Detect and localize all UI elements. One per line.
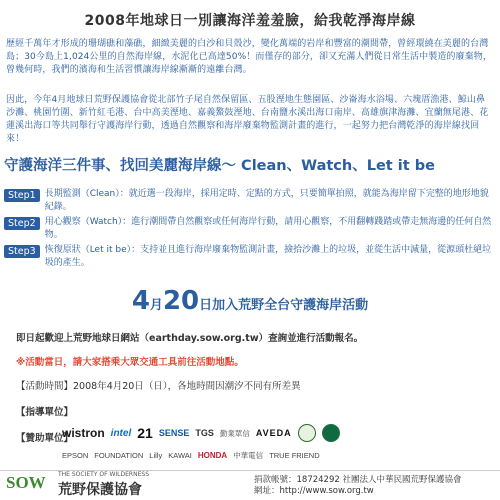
step-item-2 — [4, 216, 494, 242]
sow-logo: SOW — [6, 473, 46, 492]
intro-paragraph-2: 因此，今年4月地球日荒野保護協會從北部竹子尾自然保留區、五股溼地生態園區、沙崙海水浴場、六塊厝漁港、鯨山鼻沙灘、桃園竹圍、新竹紅毛港、台中高美溼地、嘉義鰲鼓溼地、台南鹽水溪出海口南岸、高雄旗津海灘、宜蘭無尾港、花蓮溪出海口等共同舉行守護海岸行動，透過自然觀察和海岸廢棄物監測計畫的進行，一起努力把台灣乾淨的海岸線找回來！ — [6, 95, 489, 144]
step-badge: Step1 — [4, 189, 40, 202]
sponsor-logo-honda: HONDA — [197, 451, 228, 460]
step-item-3 — [4, 244, 494, 270]
sponsor-logo-foundation: FOUNDATION — [94, 451, 144, 460]
event-headline-text: 加入荒野全台守護海岸活動 — [212, 298, 369, 313]
step-text: 用心觀察（Watch）：進行潮間帶自然觀察或任何海岸行動，請用心觀察，不用翻轉踐踏或帶走無海邊的任何自然物。 — [44, 217, 492, 240]
sponsor-logo-aveda: AVEDA — [255, 428, 292, 438]
sponsor-logo-lilly: Lilly — [149, 451, 163, 460]
event-month: 4 — [131, 286, 150, 316]
guide-label: 【指導單位】 — [16, 407, 74, 418]
sponsor-starbucks-icon — [322, 424, 340, 442]
sponsor-logos-row-2 — [62, 450, 494, 461]
sponsor-logo-sense: SENSE — [158, 428, 190, 438]
event-time-label: 【活動時間】 — [16, 381, 74, 392]
step-item-1 — [4, 188, 494, 214]
sponsor-emblem-icon — [298, 424, 316, 442]
sponsor-logo-deloitte: 勤業眾信 — [219, 428, 250, 438]
event-day: 20 — [162, 286, 200, 316]
sponsor-logo-epson: EPSON — [62, 451, 89, 460]
transport-notice: ※活動當日，請大家搭乘大眾交通工具前往活動地點。 — [16, 357, 244, 368]
event-day-unit: 日 — [199, 298, 213, 313]
sponsor-logo-kawai: KAWAI — [168, 451, 192, 460]
step-badge: Step3 — [4, 245, 40, 258]
page-title: 2008年地球日一別讓海洋羞羞臉，給我乾淨海岸線 — [84, 13, 416, 29]
step-text: 長期監測（Clean）：就近選一段海岸，採用定時、定點的方式，只要簡單拍照，就能為海岸留下完整的地形地貌紀錄。 — [44, 189, 489, 212]
org-english-name: THE SOCIETY OF WILDERNESS — [58, 471, 149, 478]
sponsor-logo-wistron: wistron — [62, 426, 105, 440]
website-link[interactable]: 網址：http://www.sow.org.tw — [254, 486, 374, 496]
event-headline — [0, 286, 500, 316]
section-subtitle: 守護海洋三件事、找回美麗海岸線～ Clean、Watch、Let it be — [4, 158, 435, 174]
org-name: 荒野保護協會 — [58, 482, 142, 498]
sponsor-logos-row-1 — [62, 424, 494, 442]
sponsor-logo-cht: 中華電信 — [233, 451, 264, 460]
sponsor-label: 【贊助單位】 — [16, 433, 74, 444]
donation-info — [254, 475, 461, 497]
signup-info: 即日起歡迎上荒野地球日網站（earthday.sow.org.tw）查詢並進行活動報名。 — [16, 333, 364, 344]
donation-account: 捐款帳號：18724292 社團法人中華民國荒野保護協會 — [254, 475, 462, 485]
event-month-unit: 月 — [149, 298, 163, 313]
sponsor-logo-truefriend: TRUE FRIEND — [269, 451, 320, 460]
sponsor-logo-tgs: TGS — [195, 428, 214, 438]
step-text: 恢復原狀（Let it be）：支持並且進行海岸廢棄物監測計畫，撿拾沙灘上的垃圾，並從生活中減量，從源頭杜絕垃圾的產生。 — [44, 245, 492, 268]
sponsor-logo-intel: intel — [110, 427, 132, 439]
footer — [0, 470, 500, 500]
step-badge: Step2 — [4, 217, 40, 230]
intro-paragraph-1: 歷經千萬年才形成的珊瑚礁和藻礁，細緻美麗的白沙和貝殼沙，變化萬端的岩岸和豐富的潮間帶，曾經環繞在美麗的台灣島；30今島上1,024公里的自然海岸線，水泥化已高達50%！而僅存的部分，卻又充滿人們從日常生活中製造的廢棄物，曾幾何時，我們的濱海和生活習慣讓海岸線漸漸的遠離台灣。 — [6, 39, 492, 75]
event-time — [16, 378, 492, 392]
event-time-value: 2008年4月20日（日），各地時間因潮汐不同有所差異 — [73, 381, 301, 392]
sponsor-logo-21: 21 — [137, 425, 153, 441]
